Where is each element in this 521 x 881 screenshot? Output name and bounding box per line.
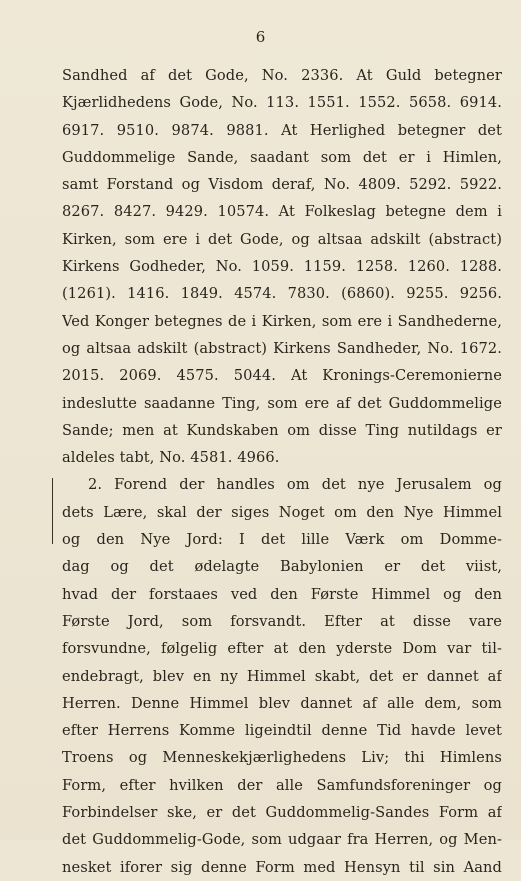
text-line: Kjærlidhedens Gode, No. 113. 1551. 1552. 5658. 6914. (62, 94, 502, 112)
text-line: og altsaa adskilt (abstract) Kirkens Sandheder, No. 1672. (62, 339, 502, 357)
text-line: Ved Konger betegnes de i Kirken, som ere i Sandhederne, (62, 312, 502, 330)
text-line: endebragt, blev en ny Himmel skabt, det er dannet af (62, 667, 502, 685)
text-line: Første Jord, som forsvandt. Efter at disse vare (62, 612, 502, 630)
text-line: nesket iforer sig denne Form med Hensyn til sin Aand (62, 858, 502, 876)
text-line: det Guddommelig-Gode, som udgaar fra Herren, og Men- (62, 831, 502, 849)
body-text (62, 62, 502, 881)
text-line: (1261). 1416. 1849. 4574. 7830. (6860). 9255. 9256. (62, 285, 502, 303)
text-line: Troens og Menneskekjærlighedens Liv; thi Himlens (62, 749, 502, 767)
page-number: 6 (255, 28, 266, 46)
margin-pencil-mark (52, 478, 53, 544)
text-line: Kirken, som ere i det Gode, og altsaa adskilt (abstract) (62, 230, 502, 248)
text-line: aldeles tabt, No. 4581. 4966. (62, 449, 280, 467)
text-line: 8267. 8427. 9429. 10574. At Folkeslag betegne dem i (62, 203, 502, 221)
text-line: Form, efter hvilken der alle Samfundsforeninger og (62, 776, 502, 794)
text-line: Guddommelige Sande, saadant som det er i Himlen, (62, 148, 502, 166)
text-line: Herren. Denne Himmel blev dannet af alle dem, som (62, 694, 502, 712)
text-line: hvad der forstaaes ved den Første Himmel og den (62, 585, 502, 603)
text-line: indeslutte saadanne Ting, som ere af det Guddommelige (62, 394, 502, 412)
text-line: 6917. 9510. 9874. 9881. At Herlighed betegner det (62, 121, 502, 139)
text-line: Sande; men at Kundskaben om disse Ting nutildags er (62, 421, 502, 439)
text-line: samt Forstand og Visdom deraf, No. 4809. 5292. 5922. (62, 176, 502, 194)
text-line: efter Herrens Komme ligeindtil denne Tid havde levet (62, 722, 502, 740)
text-line: Sandhed af det Gode, No. 2336. At Guld betegner (62, 67, 502, 84)
text-line: dets Lære, skal der siges Noget om den Nye Himmel (62, 503, 502, 521)
text-line: forsvundne, følgelig efter at den yderste Dom var til- (62, 640, 502, 658)
text-line: Forbindelser ske, er det Guddommelig-Sandes Form af (62, 804, 502, 822)
text-line: 2015. 2069. 4575. 5044. At Kronings-Ceremonierne (62, 367, 502, 385)
text-line: og den Nye Jord: I det lille Værk om Domme- (62, 531, 502, 549)
text-line: 2. Forend der handles om det nye Jerusalem og (88, 476, 502, 494)
text-line: dag og det ødelagte Babylonien er det viist, (62, 558, 502, 576)
text-line: Kirkens Godheder, No. 1059. 1159. 1258. 1260. 1288. (62, 258, 502, 276)
